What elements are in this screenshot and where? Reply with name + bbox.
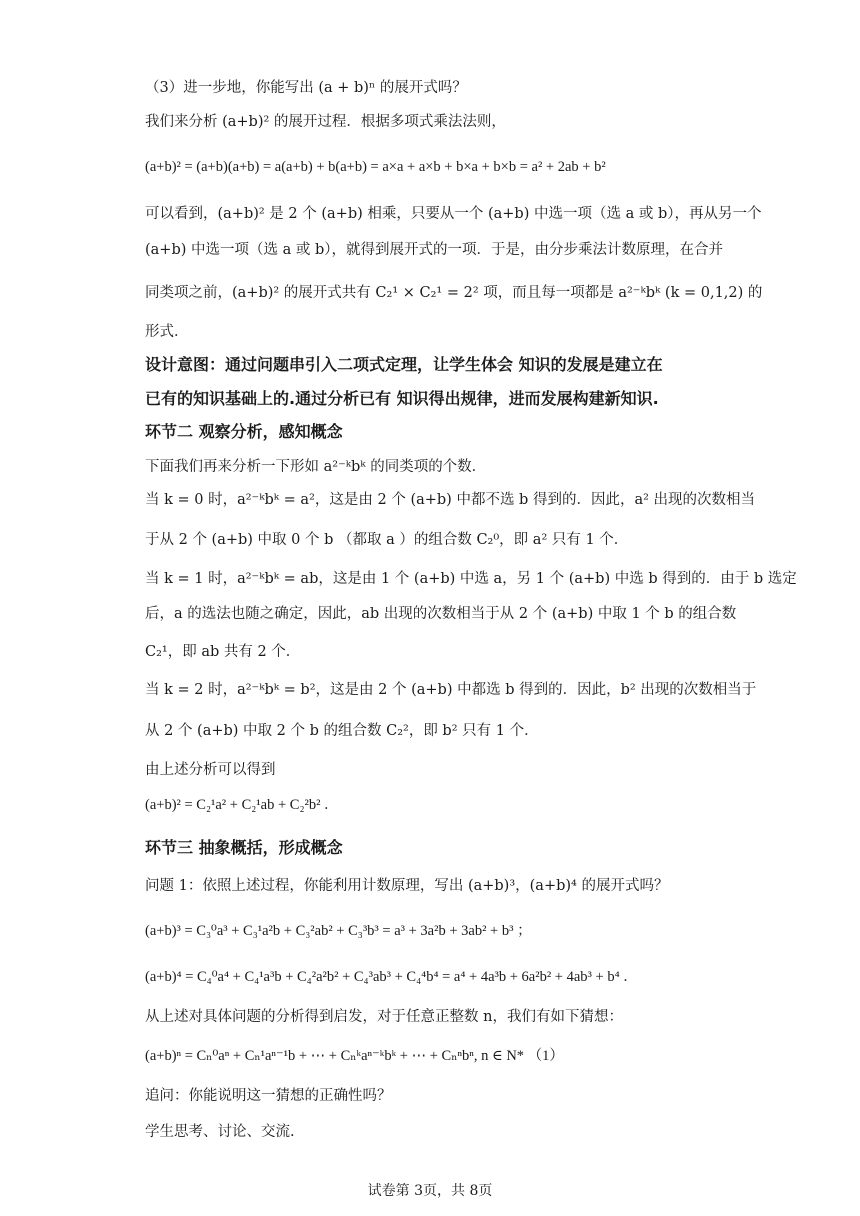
conjecture-formula: (a+b)ⁿ = Cₙ⁰aⁿ + Cₙ¹aⁿ⁻¹b + ⋯ + Cₙᵏaⁿ⁻ᵏbᵏ + ⋯ + Cₙⁿbⁿ, n ∈ N* （1） [145, 1048, 564, 1064]
follow-up-question: 追问：你能说明这一猜想的正确性吗？ [145, 1088, 392, 1104]
paragraph-line: 当 k = 1 时，a²⁻ᵏbᵏ = ab，这是由 1 个 (a+b) 中选 a，另 1 个 (a+b) 中选 b 得到的．由于 b 选定 [145, 571, 797, 587]
section-2-heading: 环节二 观察分析，感知概念 [145, 422, 343, 441]
paragraph-line: 当 k = 0 时，a²⁻ᵏbᵏ = a²，这是由 2 个 (a+b) 中都不选 b 得到的．因此，a² 出现的次数相当 [145, 492, 756, 508]
paragraph-line: 同类项之前，(a+b)² 的展开式共有 C₂¹ × C₂¹ = 2² 项，而且每一项都是 a²⁻ᵏbᵏ (k = 0,1,2) 的 [145, 285, 763, 301]
paragraph-line: C₂¹，即 ab 共有 2 个． [145, 644, 301, 660]
paragraph-line: (a+b) 中选一项（选 a 或 b），就得到展开式的一项．于是，由分步乘法计数原理，在合并 [145, 242, 724, 258]
analysis-intro: 我们来分析 (a+b)² 的展开过程．根据多项式乘法法则， [145, 114, 506, 130]
paragraph-line: 当 k = 2 时，a²⁻ᵏbᵏ = b²，这是由 2 个 (a+b) 中都选 b 得到的．因此，b² 出现的次数相当于 [145, 682, 757, 698]
paragraph-line: 下面我们再来分析一下形如 a²⁻ᵏbᵏ 的同类项的个数． [145, 459, 487, 475]
student-activity: 学生思考、讨论、交流. [145, 1124, 295, 1140]
paragraph-line: 形式． [145, 324, 189, 340]
paragraph-line: 于从 2 个 (a+b) 中取 0 个 b （都取 a ）的组合数 C₂⁰，即 a² 只有 1 个． [145, 532, 629, 548]
expansion-equation-fourth: (a+b)⁴ = C₄⁰a⁴ + C₄¹a³b + C₄²a²b² + C₄³ab³ + C₄⁴b⁴ = a⁴ + 4a³b + 6a²b² + 4ab³ + b⁴ ． [145, 969, 638, 985]
expansion-equation-square: (a+b)² = (a+b)(a+b) = a(a+b) + b(a+b) = a×a + a×b + b×a + b×b = a² + 2ab + b² [145, 159, 606, 175]
result-equation-square: (a+b)² = C₂¹a² + C₂¹ab + C₂²b² ． [145, 797, 339, 813]
paragraph-line: 从 2 个 (a+b) 中取 2 个 b 的组合数 C₂²，即 b² 只有 1 个． [145, 723, 539, 739]
conjecture-intro: 从上述对具体问题的分析得到启发，对于任意正整数 n，我们有如下猜想： [145, 1009, 623, 1025]
paragraph-line: 可以看到，(a+b)² 是 2 个 (a+b) 相乘，只要从一个 (a+b) 中选一项（选 a 或 b），再从另一个 [145, 206, 762, 222]
design-intent-heading: 设计意图：通过问题串引入二项式定理，让学生体会 知识的发展是建立在 [145, 355, 663, 374]
expansion-equation-cube: (a+b)³ = C₃⁰a³ + C₃¹a²b + C₃²ab² + C₃³b³ = a³ + 3a²b + 3ab² + b³ ； [145, 923, 532, 939]
paragraph-line: 后，a 的选法也随之确定，因此，ab 出现的次数相当于从 2 个 (a+b) 中取 1 个 b 的组合数 [145, 606, 737, 622]
section-3-heading: 环节三 抽象概括，形成概念 [145, 838, 343, 857]
paragraph-line: 由上述分析可以得到 [145, 762, 276, 778]
question-3-text: （3）进一步地，你能写出 (a + b)ⁿ 的展开式吗？ [145, 80, 467, 96]
design-intent-text: 已有的知识基础上的.通过分析已有 知识得出规律，进而发展构建新知识. [145, 389, 659, 408]
question-1-text: 问题 1：依照上述过程，你能利用计数原理，写出 (a+b)³，(a+b)⁴ 的展开式吗？ [145, 878, 669, 894]
page-footer: 试卷第 3页，共 8页 [367, 1183, 493, 1199]
